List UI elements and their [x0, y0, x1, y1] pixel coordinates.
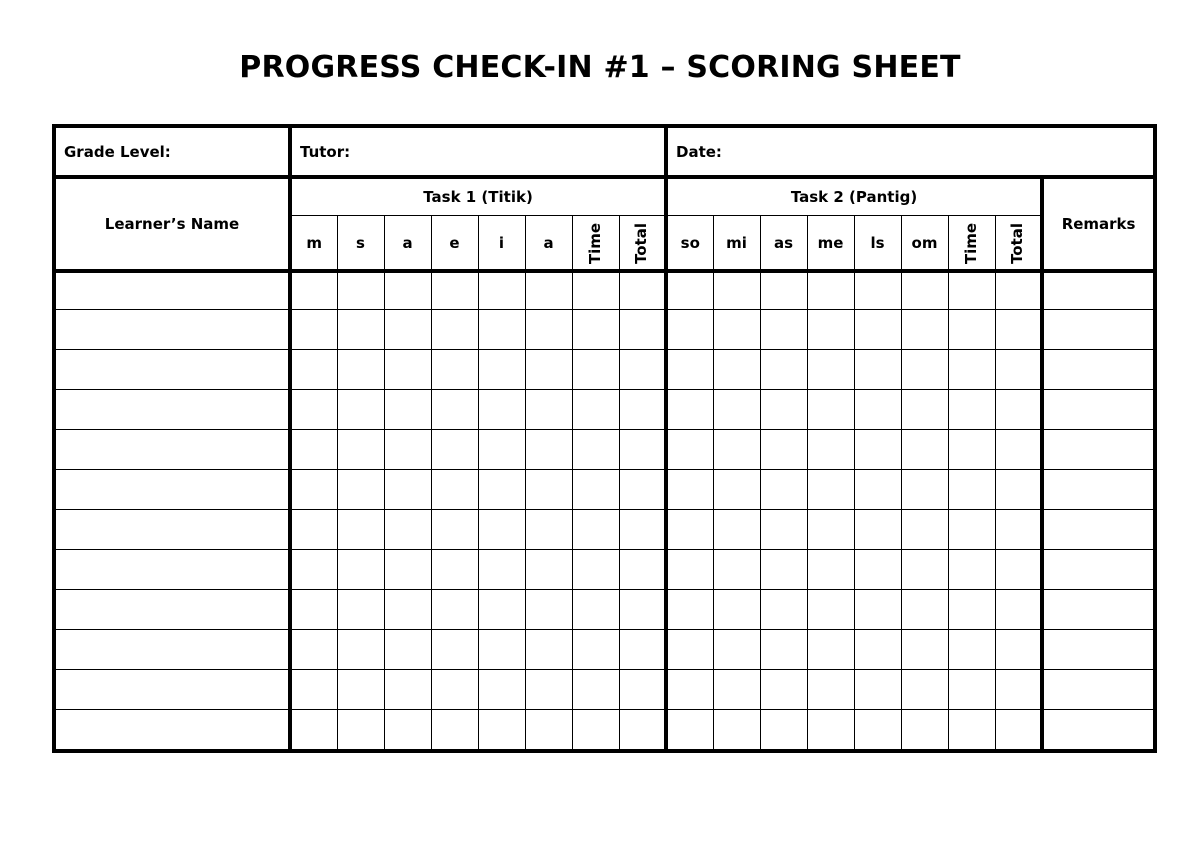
score-cell[interactable]	[572, 590, 619, 630]
score-cell[interactable]	[760, 430, 807, 470]
score-cell[interactable]	[760, 630, 807, 670]
remarks-cell[interactable]	[1042, 550, 1155, 590]
score-cell[interactable]	[948, 550, 995, 590]
score-cell[interactable]	[572, 390, 619, 430]
score-cell[interactable]	[619, 630, 666, 670]
score-cell[interactable]	[572, 310, 619, 350]
task2-col-header: om	[901, 216, 948, 272]
score-cell[interactable]	[995, 310, 1042, 350]
score-cell[interactable]	[384, 670, 431, 710]
score-cell[interactable]	[901, 630, 948, 670]
remarks-cell[interactable]	[1042, 710, 1155, 752]
task2-total-header	[995, 216, 1042, 272]
score-cell[interactable]	[807, 350, 854, 390]
score-cell[interactable]	[290, 271, 337, 310]
score-cell[interactable]	[619, 510, 666, 550]
score-cell[interactable]	[525, 271, 572, 310]
score-cell[interactable]	[995, 710, 1042, 752]
score-cell[interactable]	[337, 310, 384, 350]
score-cell[interactable]	[431, 350, 478, 390]
score-cell[interactable]	[948, 430, 995, 470]
learner-name-cell[interactable]	[54, 670, 290, 710]
score-cell[interactable]	[760, 470, 807, 510]
score-cell[interactable]	[431, 630, 478, 670]
score-cell[interactable]	[431, 550, 478, 590]
score-cell[interactable]	[619, 390, 666, 430]
score-cell[interactable]	[713, 590, 760, 630]
score-cell[interactable]	[854, 350, 901, 390]
score-cell[interactable]	[337, 510, 384, 550]
score-cell[interactable]	[995, 350, 1042, 390]
date-label: Date:	[666, 126, 1155, 177]
score-cell[interactable]	[619, 350, 666, 390]
score-cell[interactable]	[478, 271, 525, 310]
task2-col-header: mi	[713, 216, 760, 272]
table-row	[54, 470, 1155, 510]
score-cell[interactable]	[572, 710, 619, 752]
score-cell[interactable]	[431, 590, 478, 630]
score-cell[interactable]	[995, 271, 1042, 310]
score-cell[interactable]	[619, 550, 666, 590]
score-cell[interactable]	[619, 710, 666, 752]
score-cell[interactable]	[807, 550, 854, 590]
score-cell[interactable]	[619, 430, 666, 470]
score-cell[interactable]	[337, 271, 384, 310]
score-cell[interactable]	[901, 310, 948, 350]
score-cell[interactable]	[431, 670, 478, 710]
score-cell[interactable]	[290, 310, 337, 350]
score-cell[interactable]	[948, 630, 995, 670]
score-cell[interactable]	[431, 710, 478, 752]
score-cell[interactable]	[525, 550, 572, 590]
score-cell[interactable]	[478, 670, 525, 710]
score-cell[interactable]	[666, 510, 713, 550]
learner-name-cell[interactable]	[54, 310, 290, 350]
score-cell[interactable]	[713, 710, 760, 752]
score-cell[interactable]	[572, 670, 619, 710]
table-row	[54, 550, 1155, 590]
score-cell[interactable]	[384, 430, 431, 470]
score-cell[interactable]	[666, 470, 713, 510]
score-cell[interactable]	[995, 430, 1042, 470]
score-cell[interactable]	[713, 271, 760, 310]
score-cell[interactable]	[666, 550, 713, 590]
score-cell[interactable]	[807, 590, 854, 630]
task2-time-header	[948, 216, 995, 272]
score-cell[interactable]	[854, 710, 901, 752]
remarks-cell[interactable]	[1042, 310, 1155, 350]
table-row	[54, 350, 1155, 390]
score-cell[interactable]	[995, 550, 1042, 590]
score-cell[interactable]	[619, 590, 666, 630]
score-cell[interactable]	[760, 271, 807, 310]
score-cell[interactable]	[666, 670, 713, 710]
page-title: PROGRESS CHECK-IN #1 – SCORING SHEET	[239, 50, 961, 85]
score-cell[interactable]	[760, 590, 807, 630]
score-cell[interactable]	[384, 310, 431, 350]
score-cell[interactable]	[384, 510, 431, 550]
score-cell[interactable]	[713, 470, 760, 510]
score-cell[interactable]	[337, 670, 384, 710]
score-cell[interactable]	[572, 430, 619, 470]
score-cell[interactable]	[713, 670, 760, 710]
score-cell[interactable]	[995, 390, 1042, 430]
score-cell[interactable]	[666, 350, 713, 390]
score-cell[interactable]	[431, 390, 478, 430]
score-cell[interactable]	[713, 390, 760, 430]
score-cell[interactable]	[619, 670, 666, 710]
score-cell[interactable]	[525, 510, 572, 550]
score-cell[interactable]	[478, 550, 525, 590]
score-cell[interactable]	[619, 271, 666, 310]
score-cell[interactable]	[854, 310, 901, 350]
score-cell[interactable]	[901, 510, 948, 550]
remarks-cell[interactable]	[1042, 430, 1155, 470]
task1-header: Task 1 (Titik)	[290, 177, 666, 216]
score-cell[interactable]	[384, 710, 431, 752]
score-cell[interactable]	[290, 670, 337, 710]
score-cell[interactable]	[713, 510, 760, 550]
score-cell[interactable]	[901, 470, 948, 510]
score-cell[interactable]	[525, 630, 572, 670]
score-cell[interactable]	[713, 550, 760, 590]
score-cell[interactable]	[807, 510, 854, 550]
tutor-label: Tutor:	[290, 126, 666, 177]
score-cell[interactable]	[854, 510, 901, 550]
score-cell[interactable]	[995, 590, 1042, 630]
score-cell[interactable]	[901, 390, 948, 430]
score-cell[interactable]	[478, 390, 525, 430]
table-row	[54, 670, 1155, 710]
score-cell[interactable]	[290, 390, 337, 430]
score-cell[interactable]	[384, 590, 431, 630]
score-cell[interactable]	[619, 470, 666, 510]
score-cell[interactable]	[995, 510, 1042, 550]
task1-col-header: a	[384, 216, 431, 272]
task2-header: Task 2 (Pantig)	[666, 177, 1042, 216]
task1-col-header: i	[478, 216, 525, 272]
score-cell[interactable]	[478, 470, 525, 510]
learner-name-cell[interactable]	[54, 470, 290, 510]
score-cell[interactable]	[337, 390, 384, 430]
score-cell[interactable]	[525, 390, 572, 430]
score-cell[interactable]	[948, 310, 995, 350]
score-cell[interactable]	[572, 550, 619, 590]
task1-total-label: Total	[632, 222, 651, 264]
score-cell[interactable]	[948, 590, 995, 630]
score-cell[interactable]	[337, 710, 384, 752]
learner-name-cell[interactable]	[54, 710, 290, 752]
task2-col-header: me	[807, 216, 854, 272]
score-cell[interactable]	[901, 271, 948, 310]
score-cell[interactable]	[572, 350, 619, 390]
table-row	[54, 710, 1155, 752]
score-cell[interactable]	[854, 670, 901, 710]
scoring-table	[52, 124, 1157, 753]
score-cell[interactable]	[478, 430, 525, 470]
remarks-cell[interactable]	[1042, 670, 1155, 710]
score-cell[interactable]	[290, 710, 337, 752]
score-cell[interactable]	[854, 590, 901, 630]
score-cell[interactable]	[384, 350, 431, 390]
table-row	[54, 510, 1155, 550]
score-cell[interactable]	[572, 630, 619, 670]
score-cell[interactable]	[666, 390, 713, 430]
score-cell[interactable]	[995, 470, 1042, 510]
table-row	[54, 630, 1155, 670]
score-cell[interactable]	[713, 310, 760, 350]
score-cell[interactable]	[572, 510, 619, 550]
score-cell[interactable]	[290, 470, 337, 510]
score-cell[interactable]	[713, 350, 760, 390]
learner-name-cell[interactable]	[54, 350, 290, 390]
score-cell[interactable]	[478, 350, 525, 390]
score-cell[interactable]	[525, 430, 572, 470]
score-cell[interactable]	[760, 710, 807, 752]
score-cell[interactable]	[713, 430, 760, 470]
score-cell[interactable]	[760, 510, 807, 550]
score-cell[interactable]	[478, 630, 525, 670]
score-cell[interactable]	[713, 630, 760, 670]
score-cell[interactable]	[384, 550, 431, 590]
score-cell[interactable]	[807, 670, 854, 710]
learner-name-header: Learner’s Name	[54, 177, 290, 271]
remarks-cell[interactable]	[1042, 510, 1155, 550]
score-cell[interactable]	[854, 271, 901, 310]
score-cell[interactable]	[525, 590, 572, 630]
score-cell[interactable]	[384, 470, 431, 510]
score-cell[interactable]	[431, 470, 478, 510]
score-cell[interactable]	[901, 350, 948, 390]
score-cell[interactable]	[807, 430, 854, 470]
score-cell[interactable]	[337, 590, 384, 630]
table-row	[54, 390, 1155, 430]
remarks-cell[interactable]	[1042, 470, 1155, 510]
score-cell[interactable]	[431, 271, 478, 310]
score-cell[interactable]	[760, 550, 807, 590]
score-cell[interactable]	[290, 550, 337, 590]
learner-name-cell[interactable]	[54, 271, 290, 310]
task1-col-header: e	[431, 216, 478, 272]
table-row	[54, 310, 1155, 350]
task1-col-header: m	[290, 216, 337, 272]
task2-time-label: Time	[962, 222, 981, 264]
score-cell[interactable]	[290, 510, 337, 550]
score-cell[interactable]	[948, 271, 995, 310]
score-cell[interactable]	[666, 271, 713, 310]
score-cell[interactable]	[901, 430, 948, 470]
score-cell[interactable]	[901, 550, 948, 590]
score-cell[interactable]	[619, 310, 666, 350]
score-cell[interactable]	[760, 670, 807, 710]
learner-name-cell[interactable]	[54, 590, 290, 630]
score-cell[interactable]	[948, 390, 995, 430]
score-cell[interactable]	[525, 310, 572, 350]
score-cell[interactable]	[384, 271, 431, 310]
score-cell[interactable]	[760, 310, 807, 350]
score-cell[interactable]	[431, 310, 478, 350]
learner-name-cell[interactable]	[54, 430, 290, 470]
score-cell[interactable]	[948, 670, 995, 710]
score-cell[interactable]	[337, 430, 384, 470]
score-cell[interactable]	[666, 630, 713, 670]
score-cell[interactable]	[807, 310, 854, 350]
score-cell[interactable]	[525, 670, 572, 710]
grade-level-label: Grade Level:	[54, 126, 290, 177]
score-cell[interactable]	[525, 470, 572, 510]
task1-col-header: a	[525, 216, 572, 272]
remarks-cell[interactable]	[1042, 590, 1155, 630]
score-cell[interactable]	[478, 510, 525, 550]
remarks-header: Remarks	[1042, 177, 1155, 271]
score-cell[interactable]	[807, 630, 854, 670]
score-cell[interactable]	[666, 310, 713, 350]
task1-col-header: s	[337, 216, 384, 272]
score-cell[interactable]	[384, 630, 431, 670]
score-cell[interactable]	[478, 310, 525, 350]
score-cell[interactable]	[995, 670, 1042, 710]
score-cell[interactable]	[901, 670, 948, 710]
task1-time-label: Time	[586, 222, 604, 264]
score-cell[interactable]	[854, 630, 901, 670]
score-cell[interactable]	[431, 510, 478, 550]
task2-col-header: ls	[854, 216, 901, 272]
score-cell[interactable]	[666, 590, 713, 630]
score-cell[interactable]	[807, 271, 854, 310]
score-cell[interactable]	[525, 710, 572, 752]
learner-name-cell[interactable]	[54, 630, 290, 670]
score-cell[interactable]	[337, 630, 384, 670]
score-cell[interactable]	[948, 350, 995, 390]
score-cell[interactable]	[290, 430, 337, 470]
score-cell[interactable]	[948, 710, 995, 752]
task2-col-header: as	[760, 216, 807, 272]
table-row	[54, 430, 1155, 470]
score-cell[interactable]	[807, 470, 854, 510]
task1-time-header	[572, 216, 619, 272]
remarks-cell[interactable]	[1042, 390, 1155, 430]
remarks-cell[interactable]	[1042, 630, 1155, 670]
score-cell[interactable]	[948, 470, 995, 510]
score-cell[interactable]	[478, 710, 525, 752]
learner-name-cell[interactable]	[54, 510, 290, 550]
remarks-cell[interactable]	[1042, 350, 1155, 390]
score-cell[interactable]	[901, 710, 948, 752]
score-cell[interactable]	[854, 430, 901, 470]
score-cell[interactable]	[807, 390, 854, 430]
score-cell[interactable]	[290, 350, 337, 390]
table-row	[54, 271, 1155, 310]
task1-total-header	[619, 216, 666, 272]
score-cell[interactable]	[760, 350, 807, 390]
remarks-cell[interactable]	[1042, 271, 1155, 310]
task2-col-header: so	[666, 216, 713, 272]
task2-total-label: Total	[1008, 222, 1027, 264]
score-cell[interactable]	[337, 550, 384, 590]
score-cell[interactable]	[290, 590, 337, 630]
score-cell[interactable]	[760, 390, 807, 430]
score-cell[interactable]	[666, 710, 713, 752]
score-cell[interactable]	[337, 470, 384, 510]
score-cell[interactable]	[290, 630, 337, 670]
score-cell[interactable]	[478, 590, 525, 630]
score-cell[interactable]	[431, 430, 478, 470]
score-cell[interactable]	[995, 630, 1042, 670]
score-cell[interactable]	[854, 550, 901, 590]
score-cell[interactable]	[854, 390, 901, 430]
score-cell[interactable]	[807, 710, 854, 752]
score-cell[interactable]	[901, 590, 948, 630]
score-cell[interactable]	[337, 350, 384, 390]
score-cell[interactable]	[572, 271, 619, 310]
score-cell[interactable]	[384, 390, 431, 430]
table-row	[54, 590, 1155, 630]
score-cell[interactable]	[572, 470, 619, 510]
score-cell[interactable]	[854, 470, 901, 510]
score-cell[interactable]	[666, 430, 713, 470]
learner-name-cell[interactable]	[54, 550, 290, 590]
learner-name-cell[interactable]	[54, 390, 290, 430]
score-cell[interactable]	[525, 350, 572, 390]
score-cell[interactable]	[948, 510, 995, 550]
